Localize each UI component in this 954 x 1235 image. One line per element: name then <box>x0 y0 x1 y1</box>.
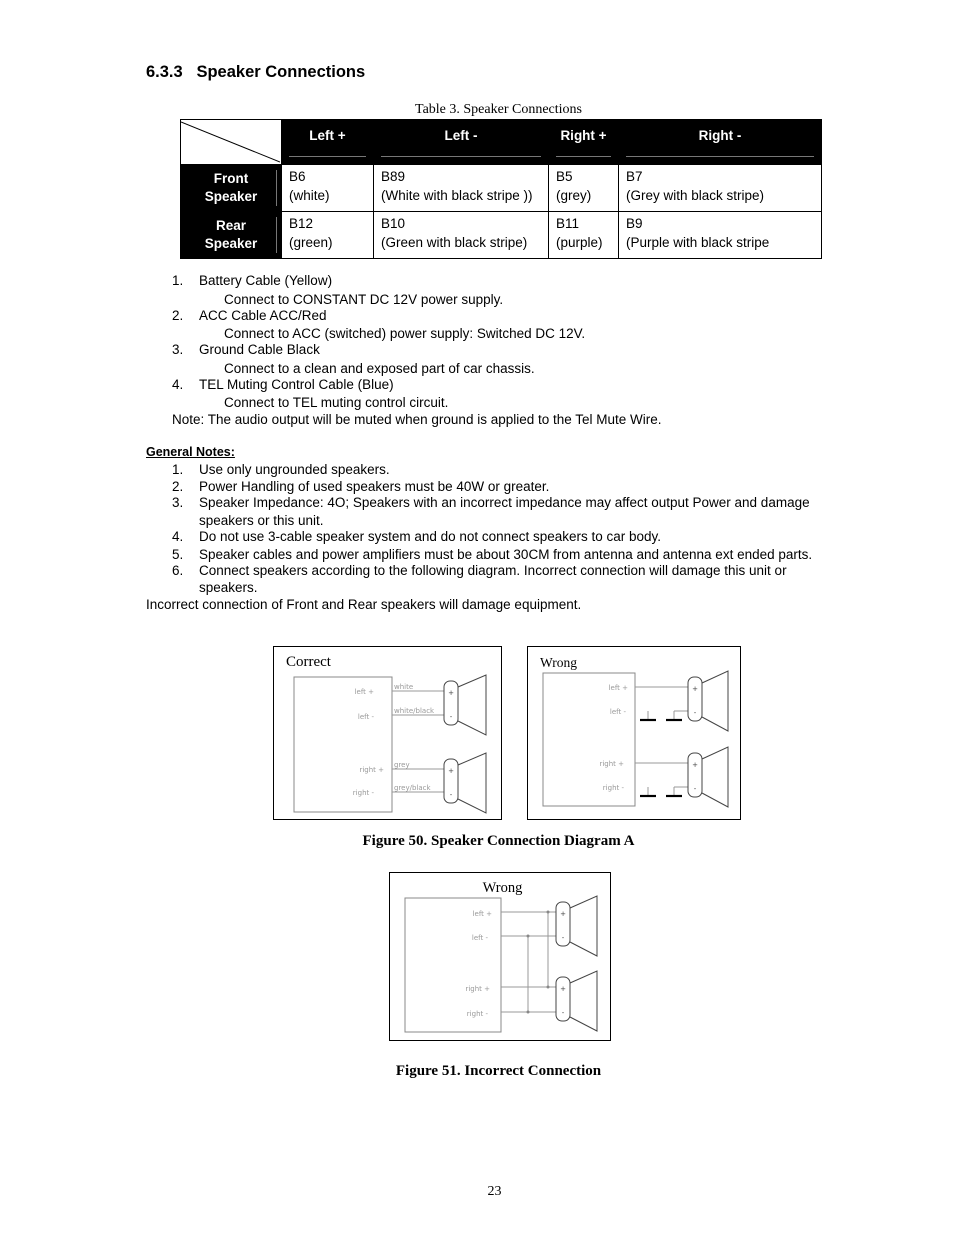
row-label-front: Front Speaker <box>181 165 282 212</box>
speaker-icon <box>688 747 728 807</box>
table-cell: B10 (Green with black stripe) <box>374 212 549 259</box>
table-cell: B7 (Grey with black stripe) <box>619 165 822 212</box>
terminal-label: left + <box>354 688 374 696</box>
svg-text:+: + <box>692 685 698 693</box>
figure-label-correct: Correct <box>286 654 331 670</box>
svg-text:+: + <box>560 910 566 918</box>
table-cell: B9 (Purple with black stripe <box>619 212 822 259</box>
terminal-label: left - <box>471 934 488 942</box>
correct-wiring-diagram <box>274 647 501 819</box>
header-left-plus: Left + <box>282 120 374 165</box>
svg-text:+: + <box>448 689 454 697</box>
diagonal-line <box>181 120 280 164</box>
terminal-label: right + <box>359 766 384 774</box>
terminal-label: left + <box>472 910 492 918</box>
svg-text:-: - <box>693 709 697 717</box>
cable-note: Note: The audio output will be muted when ground is applied to the Tel Mute Wire. <box>172 412 662 427</box>
terminal-label: left - <box>609 708 626 716</box>
svg-text:-: - <box>693 785 697 793</box>
svg-text:-: - <box>449 713 453 721</box>
section-number: 6.3.3 <box>146 63 183 81</box>
wire-label: white <box>394 683 414 691</box>
figure-wrong-grounded <box>527 646 741 820</box>
table-caption: Table 3. Speaker Connections <box>415 102 582 117</box>
speaker-icon <box>444 675 486 735</box>
wire-label: grey <box>394 761 410 769</box>
wrong-bridged-wiring-diagram <box>390 873 610 1040</box>
speaker-icon <box>444 753 486 813</box>
speaker-icon <box>556 971 597 1031</box>
page-number: 23 <box>487 1184 502 1199</box>
figure-label-wrong: Wrong <box>482 880 523 896</box>
svg-text:+: + <box>560 985 566 993</box>
table-cell: B12 (green) <box>282 212 374 259</box>
terminal-label: right + <box>599 760 624 768</box>
section-heading: Speaker Connections <box>196 63 366 81</box>
figure-50-caption: Figure 50. Speaker Connection Diagram A <box>362 833 635 849</box>
svg-text:-: - <box>449 791 453 799</box>
header-right-minus: Right - <box>619 120 822 165</box>
wrong-grounded-wiring-diagram <box>528 647 740 819</box>
row-label-rear: Rear Speaker <box>181 212 282 259</box>
terminal-label: right + <box>465 985 490 993</box>
table-cell: B11 (purple) <box>549 212 619 259</box>
ground-icon <box>640 720 682 796</box>
figure-correct <box>273 646 502 820</box>
table-row <box>181 165 822 212</box>
terminal-label: right - <box>602 784 624 792</box>
table-row <box>181 212 822 259</box>
terminal-label: left + <box>608 684 628 692</box>
svg-text:+: + <box>692 761 698 769</box>
speaker-icon <box>688 671 728 731</box>
section-title <box>146 63 365 82</box>
table-header-row <box>181 120 822 165</box>
speaker-icon <box>556 896 597 956</box>
figure-51-caption: Figure 51. Incorrect Connection <box>395 1063 602 1079</box>
figure-label-wrong: Wrong <box>540 655 577 670</box>
general-notes-title: General Notes: <box>146 445 235 459</box>
general-notes-footer: Incorrect connection of Front and Rear speakers will damage equipment. <box>146 597 582 612</box>
wire-label: white/black <box>394 707 435 715</box>
terminal-label: right - <box>352 789 374 797</box>
svg-text:-: - <box>561 934 565 942</box>
table-cell: B89 (White with black stripe )) <box>374 165 549 212</box>
figure-wrong-bridged <box>389 872 611 1041</box>
wire-label: grey/black <box>394 784 431 792</box>
terminal-label: right - <box>466 1010 488 1018</box>
svg-text:-: - <box>561 1009 565 1017</box>
table-corner-cell <box>181 120 282 165</box>
svg-text:+: + <box>448 767 454 775</box>
speaker-connections-table <box>180 119 822 259</box>
terminal-label: left - <box>357 713 374 721</box>
table-cell: B5 (grey) <box>549 165 619 212</box>
header-left-minus: Left - <box>374 120 549 165</box>
table-cell: B6 (white) <box>282 165 374 212</box>
header-right-plus: Right + <box>549 120 619 165</box>
